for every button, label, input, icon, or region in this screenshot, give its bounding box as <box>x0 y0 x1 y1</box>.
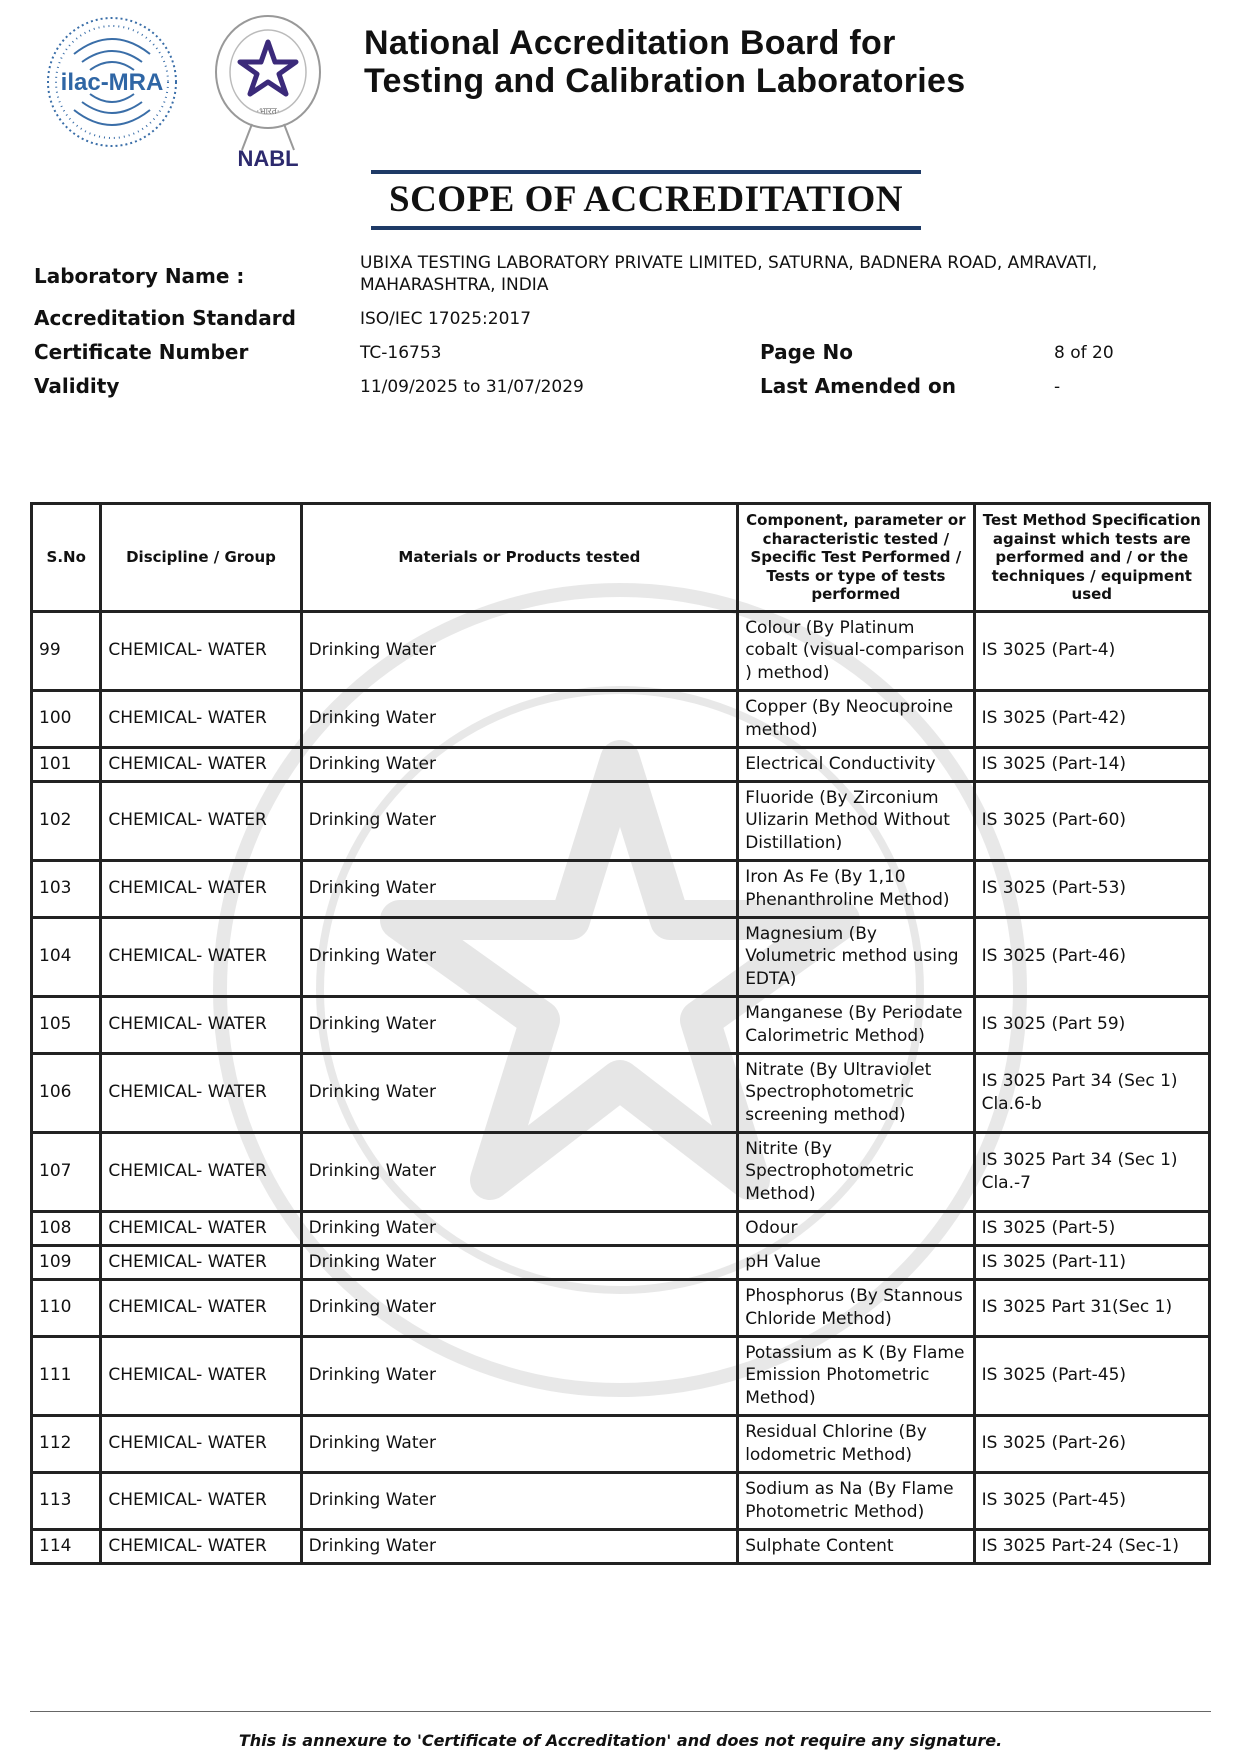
cell-material: Drinking Water <box>301 1279 738 1336</box>
cell-material: Drinking Water <box>301 1415 738 1472</box>
cell-method: IS 3025 (Part-4) <box>974 611 1209 690</box>
cell-component: Residual Chlorine (By lodometric Method) <box>738 1415 974 1472</box>
cell-method: IS 3025 (Part-14) <box>974 747 1209 781</box>
table-row <box>32 1245 1210 1279</box>
cell-sno: 102 <box>32 781 101 860</box>
cell-method: IS 3025 (Part-45) <box>974 1336 1209 1415</box>
cell-component: Iron As Fe (By 1,10 Phenanthroline Method) <box>738 860 974 917</box>
cell-component: Potassium as K (By Flame Emission Photometric Method) <box>738 1336 974 1415</box>
cell-sno: 114 <box>32 1529 101 1563</box>
cell-material: Drinking Water <box>301 1336 738 1415</box>
title-rule-bottom <box>371 226 921 230</box>
laboratory-name-value <box>360 252 1097 296</box>
cell-method: IS 3025 (Part-45) <box>974 1472 1209 1529</box>
footer-divider <box>30 1711 1211 1712</box>
cell-sno: 103 <box>32 860 101 917</box>
organization-title-line2: Testing and Calibration Laboratories <box>364 62 966 100</box>
cell-component: Colour (By Platinum cobalt (visual-comparison ) method) <box>738 611 974 690</box>
cell-material: Drinking Water <box>301 747 738 781</box>
cell-material: Drinking Water <box>301 860 738 917</box>
table-row <box>32 917 1210 996</box>
cell-discipline: CHEMICAL- WATER <box>101 1245 301 1279</box>
validity-value: 11/09/2025 to 31/07/2029 <box>360 377 584 397</box>
cell-component: Nitrate (By Ultraviolet Spectrophotometric screening method) <box>738 1053 974 1132</box>
table-row <box>32 1472 1210 1529</box>
cell-method: IS 3025 Part-24 (Sec-1) <box>974 1529 1209 1563</box>
cell-method: IS 3025 Part 34 (Sec 1) Cla.6-b <box>974 1053 1209 1132</box>
cell-material: Drinking Water <box>301 611 738 690</box>
table-row <box>32 1415 1210 1472</box>
cell-component: Copper (By Neocuproine method) <box>738 690 974 747</box>
table-row <box>32 1211 1210 1245</box>
document-title: SCOPE OF ACCREDITATION <box>389 179 903 220</box>
table-row <box>32 1132 1210 1211</box>
cell-sno: 112 <box>32 1415 101 1472</box>
scope-table <box>30 502 1211 1565</box>
cell-sno: 111 <box>32 1336 101 1415</box>
cell-discipline: CHEMICAL- WATER <box>101 1336 301 1415</box>
cell-component: Electrical Conductivity <box>738 747 974 781</box>
cell-discipline: CHEMICAL- WATER <box>101 747 301 781</box>
cell-sno: 108 <box>32 1211 101 1245</box>
cell-sno: 110 <box>32 1279 101 1336</box>
cell-method: IS 3025 (Part-53) <box>974 860 1209 917</box>
cell-method: IS 3025 (Part-42) <box>974 690 1209 747</box>
laboratory-name-label: Laboratory Name : <box>34 264 245 288</box>
cell-method: IS 3025 (Part-26) <box>974 1415 1209 1472</box>
cell-discipline: CHEMICAL- WATER <box>101 996 301 1053</box>
footer-note: This is annexure to 'Certificate of Accreditation' and does not require any signature. <box>238 1731 1003 1750</box>
cell-component: pH Value <box>738 1245 974 1279</box>
cell-discipline: CHEMICAL- WATER <box>101 1279 301 1336</box>
cell-material: Drinking Water <box>301 1053 738 1132</box>
cell-material: Drinking Water <box>301 690 738 747</box>
header-sno: S.No <box>32 504 101 612</box>
last-amended-label: Last Amended on <box>760 374 956 398</box>
table-row <box>32 1053 1210 1132</box>
table-row <box>32 1529 1210 1563</box>
svg-text:·भारत·: ·भारत· <box>256 107 280 117</box>
table-row <box>32 747 1210 781</box>
svg-text:NABL: NABL <box>237 146 299 171</box>
header-discipline: Discipline / Group <box>101 504 301 612</box>
cell-discipline: CHEMICAL- WATER <box>101 917 301 996</box>
header-materials: Materials or Products tested <box>301 504 738 612</box>
last-amended-value: - <box>1054 377 1061 397</box>
cell-sno: 99 <box>32 611 101 690</box>
cell-sno: 104 <box>32 917 101 996</box>
organization-title <box>364 24 965 100</box>
table-row <box>32 996 1210 1053</box>
table-row <box>32 611 1210 690</box>
cell-sno: 105 <box>32 996 101 1053</box>
cell-material: Drinking Water <box>301 996 738 1053</box>
cell-sno: 101 <box>32 747 101 781</box>
cell-component: Fluoride (By Zirconium Ulizarin Method Without Distillation) <box>738 781 974 860</box>
table-row <box>32 781 1210 860</box>
cell-component: Manganese (By Periodate Calorimetric Method) <box>738 996 974 1053</box>
cell-material: Drinking Water <box>301 1245 738 1279</box>
laboratory-name-line2: MAHARASHTRA, INDIA <box>360 275 549 295</box>
cell-discipline: CHEMICAL- WATER <box>101 1211 301 1245</box>
cell-sno: 109 <box>32 1245 101 1279</box>
cell-method: IS 3025 (Part-46) <box>974 917 1209 996</box>
cell-method: IS 3025 Part 34 (Sec 1) Cla.-7 <box>974 1132 1209 1211</box>
cell-sno: 106 <box>32 1053 101 1132</box>
cell-component: Magnesium (By Volumetric method using EDTA) <box>738 917 974 996</box>
cell-method: IS 3025 (Part-5) <box>974 1211 1209 1245</box>
cell-discipline: CHEMICAL- WATER <box>101 1415 301 1472</box>
header-test-method: Test Method Specification against which tests are performed and / or the techniques / equipment used <box>974 504 1209 612</box>
ilac-mra-logo-icon <box>44 14 180 150</box>
table-row <box>32 1279 1210 1336</box>
cell-material: Drinking Water <box>301 1472 738 1529</box>
organization-title-line1: National Accreditation Board for <box>364 24 896 62</box>
cell-component: Odour <box>738 1211 974 1245</box>
table-row <box>32 690 1210 747</box>
cell-discipline: CHEMICAL- WATER <box>101 1132 301 1211</box>
svg-text:ilac-MRA: ilac-MRA <box>60 69 164 96</box>
document-title-block <box>371 170 921 230</box>
cell-component: Sulphate Content <box>738 1529 974 1563</box>
cell-discipline: CHEMICAL- WATER <box>101 860 301 917</box>
cell-material: Drinking Water <box>301 1132 738 1211</box>
cell-sno: 107 <box>32 1132 101 1211</box>
accreditation-standard-label: Accreditation Standard <box>34 306 296 330</box>
page-no-label: Page No <box>760 340 853 364</box>
cell-method: IS 3025 Part 31(Sec 1) <box>974 1279 1209 1336</box>
cell-component: Phosphorus (By Stannous Chloride Method) <box>738 1279 974 1336</box>
cell-discipline: CHEMICAL- WATER <box>101 1053 301 1132</box>
cell-material: Drinking Water <box>301 1529 738 1563</box>
cell-material: Drinking Water <box>301 1211 738 1245</box>
cell-component: Sodium as Na (By Flame Photometric Method) <box>738 1472 974 1529</box>
cell-discipline: CHEMICAL- WATER <box>101 1529 301 1563</box>
cell-discipline: CHEMICAL- WATER <box>101 690 301 747</box>
certificate-number-value: TC-16753 <box>360 343 442 363</box>
cell-method: IS 3025 (Part-11) <box>974 1245 1209 1279</box>
laboratory-name-line1: UBIXA TESTING LABORATORY PRIVATE LIMITED, SATURNA, BADNERA ROAD, AMRAVATI, <box>360 253 1098 273</box>
cell-sno: 100 <box>32 690 101 747</box>
table-header-row <box>32 504 1210 612</box>
cell-method: IS 3025 (Part 59) <box>974 996 1209 1053</box>
page-no-value: 8 of 20 <box>1054 343 1114 363</box>
cell-discipline: CHEMICAL- WATER <box>101 781 301 860</box>
cell-material: Drinking Water <box>301 781 738 860</box>
table-row <box>32 1336 1210 1415</box>
cell-material: Drinking Water <box>301 917 738 996</box>
cell-component: Nitrite (By Spectrophotometric Method) <box>738 1132 974 1211</box>
validity-label: Validity <box>34 374 120 398</box>
cell-discipline: CHEMICAL- WATER <box>101 611 301 690</box>
certificate-number-label: Certificate Number <box>34 340 249 364</box>
table-row <box>32 860 1210 917</box>
cell-discipline: CHEMICAL- WATER <box>101 1472 301 1529</box>
nabl-logo-icon <box>208 12 328 172</box>
accreditation-standard-value: ISO/IEC 17025:2017 <box>360 309 532 329</box>
cell-sno: 113 <box>32 1472 101 1529</box>
header-component: Component, parameter or characteristic tested / Specific Test Performed / Tests or type of tests performed <box>738 504 974 612</box>
cell-method: IS 3025 (Part-60) <box>974 781 1209 860</box>
